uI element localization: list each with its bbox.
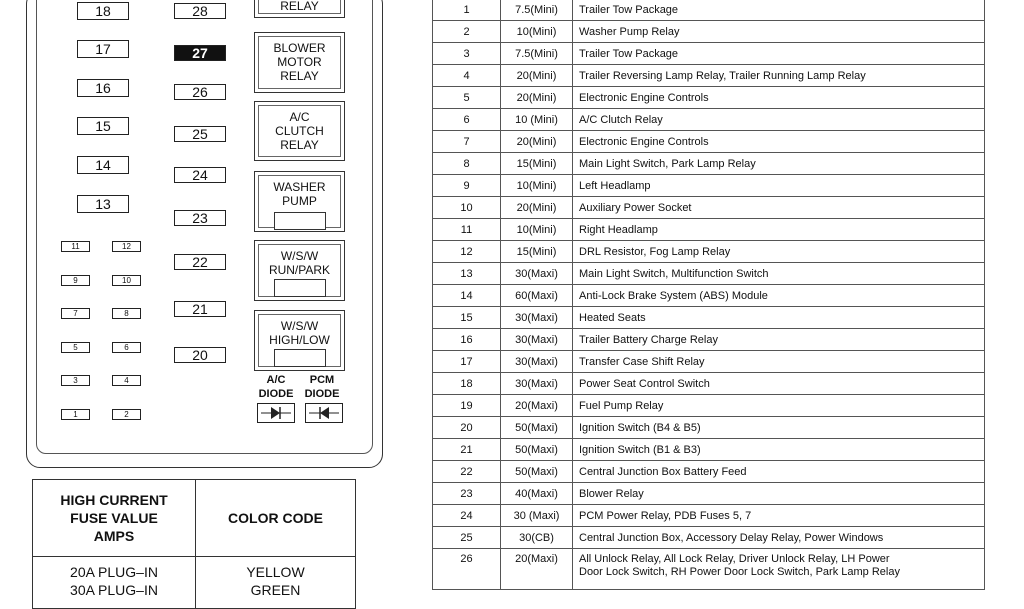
table-row <box>433 219 985 241</box>
table-row <box>433 527 985 549</box>
fuse-circuit: Main Light Switch, Park Lamp Relay <box>573 153 985 175</box>
table-row <box>433 285 985 307</box>
fuse-rating: 10 (Mini) <box>501 109 573 131</box>
fuse-number: 23 <box>433 483 501 505</box>
legend-values-amps: 20A PLUG–IN 30A PLUG–IN <box>33 557 196 609</box>
fuse-number: 4 <box>433 65 501 87</box>
table-row <box>433 0 985 21</box>
mini-fuse-4: 4 <box>112 375 141 386</box>
fuse-number: 6 <box>433 109 501 131</box>
fuse-circuit: Ignition Switch (B1 & B3) <box>573 439 985 461</box>
fuse-circuit: Right Headlamp <box>573 219 985 241</box>
wsw-high-low-relay: W/S/W HIGH/LOW <box>254 310 345 371</box>
fuse-number: 12 <box>433 241 501 263</box>
fuse-number: 26 <box>433 549 501 590</box>
fuse-circuit: Auxiliary Power Socket <box>573 197 985 219</box>
mini-fuse-7: 7 <box>61 308 90 319</box>
fuse-circuit: All Unlock Relay, All Lock Relay, Driver Unlock Relay, LH Power Door Lock Switch, RH Power Door Lock Switch, Park Lamp Relay <box>573 549 985 590</box>
mini-fuse-1: 1 <box>61 409 90 420</box>
blower-motor-relay: BLOWER MOTOR RELAY <box>254 32 345 93</box>
fuse-rating: 30 (Maxi) <box>501 505 573 527</box>
mini-fuse-11: 11 <box>61 241 90 252</box>
fuse-rating: 20(Maxi) <box>501 395 573 417</box>
fuse-rating: 15(Mini) <box>501 241 573 263</box>
washer-pump-relay: WASHER PUMP <box>254 171 345 232</box>
fuse-circuit: Central Junction Box, Accessory Delay Relay, Power Windows <box>573 527 985 549</box>
pcm-diode-label: PCM DIODE <box>304 374 340 400</box>
fuse-number: 25 <box>433 527 501 549</box>
pcm-diode-symbol <box>305 403 343 423</box>
table-row <box>433 153 985 175</box>
fuse-rating: 20(Mini) <box>501 87 573 109</box>
fuse-rating: 30(Maxi) <box>501 263 573 285</box>
fuse-rating: 7.5(Mini) <box>501 43 573 65</box>
fuse-number: 9 <box>433 175 501 197</box>
fuse-rating: 30(Maxi) <box>501 329 573 351</box>
mini-fuse-6: 6 <box>112 342 141 353</box>
fuse-number: 8 <box>433 153 501 175</box>
fuse-color-legend <box>32 479 356 609</box>
fuse-15: 15 <box>77 117 129 135</box>
table-row <box>433 307 985 329</box>
mini-fuse-2: 2 <box>112 409 141 420</box>
fuse-27: 27 <box>174 45 226 61</box>
fuse-circuit: PCM Power Relay, PDB Fuses 5, 7 <box>573 505 985 527</box>
fuse-number: 18 <box>433 373 501 395</box>
fuse-circuit: DRL Resistor, Fog Lamp Relay <box>573 241 985 263</box>
fuse-circuit: Transfer Case Shift Relay <box>573 351 985 373</box>
fuse-number: 14 <box>433 285 501 307</box>
fuse-circuit: Trailer Tow Package <box>573 43 985 65</box>
fuse-number: 1 <box>433 0 501 21</box>
fuse-number: 19 <box>433 395 501 417</box>
table-row <box>433 175 985 197</box>
fuse-circuit: Power Seat Control Switch <box>573 373 985 395</box>
fuse-number: 10 <box>433 197 501 219</box>
table-row <box>433 417 985 439</box>
legend-values-color: YELLOW GREEN <box>196 557 356 609</box>
table-row <box>433 483 985 505</box>
fuse-14: 14 <box>77 156 129 174</box>
fuse-rating: 50(Maxi) <box>501 417 573 439</box>
fuse-20: 20 <box>174 347 226 363</box>
relay-top: RELAY <box>254 0 345 18</box>
fuse-28: 28 <box>174 3 226 19</box>
table-row <box>433 549 985 590</box>
fuse-rating: 50(Maxi) <box>501 439 573 461</box>
fuse-circuit: Trailer Battery Charge Relay <box>573 329 985 351</box>
fuse-rating: 10(Mini) <box>501 175 573 197</box>
fuse-rating: 30(CB) <box>501 527 573 549</box>
fuse-rating: 20(Mini) <box>501 131 573 153</box>
fuse-circuit: Ignition Switch (B4 & B5) <box>573 417 985 439</box>
table-row <box>433 65 985 87</box>
fuse-circuit: Heated Seats <box>573 307 985 329</box>
table-row <box>433 461 985 483</box>
fuse-rating: 50(Maxi) <box>501 461 573 483</box>
fuse-13: 13 <box>77 195 129 213</box>
fuse-number: 24 <box>433 505 501 527</box>
legend-header-amps: HIGH CURRENT FUSE VALUE AMPS <box>33 480 196 557</box>
fuse-number: 20 <box>433 417 501 439</box>
fuse-rating: 20(Mini) <box>501 65 573 87</box>
fuse-circuit: Central Junction Box Battery Feed <box>573 461 985 483</box>
fuse-circuit: Trailer Reversing Lamp Relay, Trailer Running Lamp Relay <box>573 65 985 87</box>
table-row <box>433 43 985 65</box>
fuse-number: 17 <box>433 351 501 373</box>
fuse-25: 25 <box>174 126 226 142</box>
fuse-circuit: Main Light Switch, Multifunction Switch <box>573 263 985 285</box>
fuse-circuit: Left Headlamp <box>573 175 985 197</box>
fuse-number: 21 <box>433 439 501 461</box>
table-row <box>433 197 985 219</box>
table-row <box>433 109 985 131</box>
fuse-22: 22 <box>174 254 226 270</box>
table-row <box>433 351 985 373</box>
table-row <box>433 87 985 109</box>
ac-diode-label: A/C DIODE <box>258 374 294 400</box>
fuse-rating: 7.5(Mini) <box>501 0 573 21</box>
fuse-26: 26 <box>174 84 226 100</box>
fuse-23: 23 <box>174 210 226 226</box>
table-row <box>433 241 985 263</box>
ac-clutch-relay: A/C CLUTCH RELAY <box>254 101 345 161</box>
table-row <box>433 21 985 43</box>
table-row <box>433 505 985 527</box>
fuse-circuit: Washer Pump Relay <box>573 21 985 43</box>
table-row <box>433 263 985 285</box>
fuse-rating: 10(Mini) <box>501 21 573 43</box>
fuse-rating: 20(Mini) <box>501 197 573 219</box>
table-row <box>433 439 985 461</box>
fuse-rating: 15(Mini) <box>501 153 573 175</box>
fuse-number: 15 <box>433 307 501 329</box>
mini-fuse-10: 10 <box>112 275 141 286</box>
fuse-circuit: Fuel Pump Relay <box>573 395 985 417</box>
table-row <box>433 395 985 417</box>
mini-fuse-5: 5 <box>61 342 90 353</box>
mini-fuse-9: 9 <box>61 275 90 286</box>
fuse-rating: 30(Maxi) <box>501 373 573 395</box>
fuse-24: 24 <box>174 167 226 183</box>
fuse-rating: 30(Maxi) <box>501 307 573 329</box>
fuse-circuit: Anti-Lock Brake System (ABS) Module <box>573 285 985 307</box>
mini-fuse-12: 12 <box>112 241 141 252</box>
fuse-rating: 20(Maxi) <box>501 549 573 590</box>
ac-diode-symbol <box>257 403 295 423</box>
fuse-rating: 30(Maxi) <box>501 351 573 373</box>
table-row <box>433 373 985 395</box>
fuse-number: 2 <box>433 21 501 43</box>
table-row <box>433 329 985 351</box>
fuse-16: 16 <box>77 79 129 97</box>
fuse-number: 22 <box>433 461 501 483</box>
fuse-circuit: Blower Relay <box>573 483 985 505</box>
fuse-rating: 10(Mini) <box>501 219 573 241</box>
fuse-circuit: Electronic Engine Controls <box>573 131 985 153</box>
mini-fuse-8: 8 <box>112 308 141 319</box>
fuse-rating: 40(Maxi) <box>501 483 573 505</box>
fuse-number: 7 <box>433 131 501 153</box>
fuse-number: 13 <box>433 263 501 285</box>
fuse-circuit: Trailer Tow Package <box>573 0 985 21</box>
mini-fuse-3: 3 <box>61 375 90 386</box>
table-row <box>433 131 985 153</box>
fuse-circuit: A/C Clutch Relay <box>573 109 985 131</box>
fuse-number: 3 <box>433 43 501 65</box>
wsw-run-park-relay: W/S/W RUN/PARK <box>254 240 345 301</box>
fuse-circuit: Electronic Engine Controls <box>573 87 985 109</box>
fuse-rating: 60(Maxi) <box>501 285 573 307</box>
fuse-number: 5 <box>433 87 501 109</box>
fuse-number: 16 <box>433 329 501 351</box>
fuse-18: 18 <box>77 2 129 20</box>
fuse-17: 17 <box>77 40 129 58</box>
legend-header-color: COLOR CODE <box>196 480 356 557</box>
fuse-21: 21 <box>174 301 226 317</box>
fuse-assignment-table <box>432 0 985 590</box>
fuse-number: 11 <box>433 219 501 241</box>
